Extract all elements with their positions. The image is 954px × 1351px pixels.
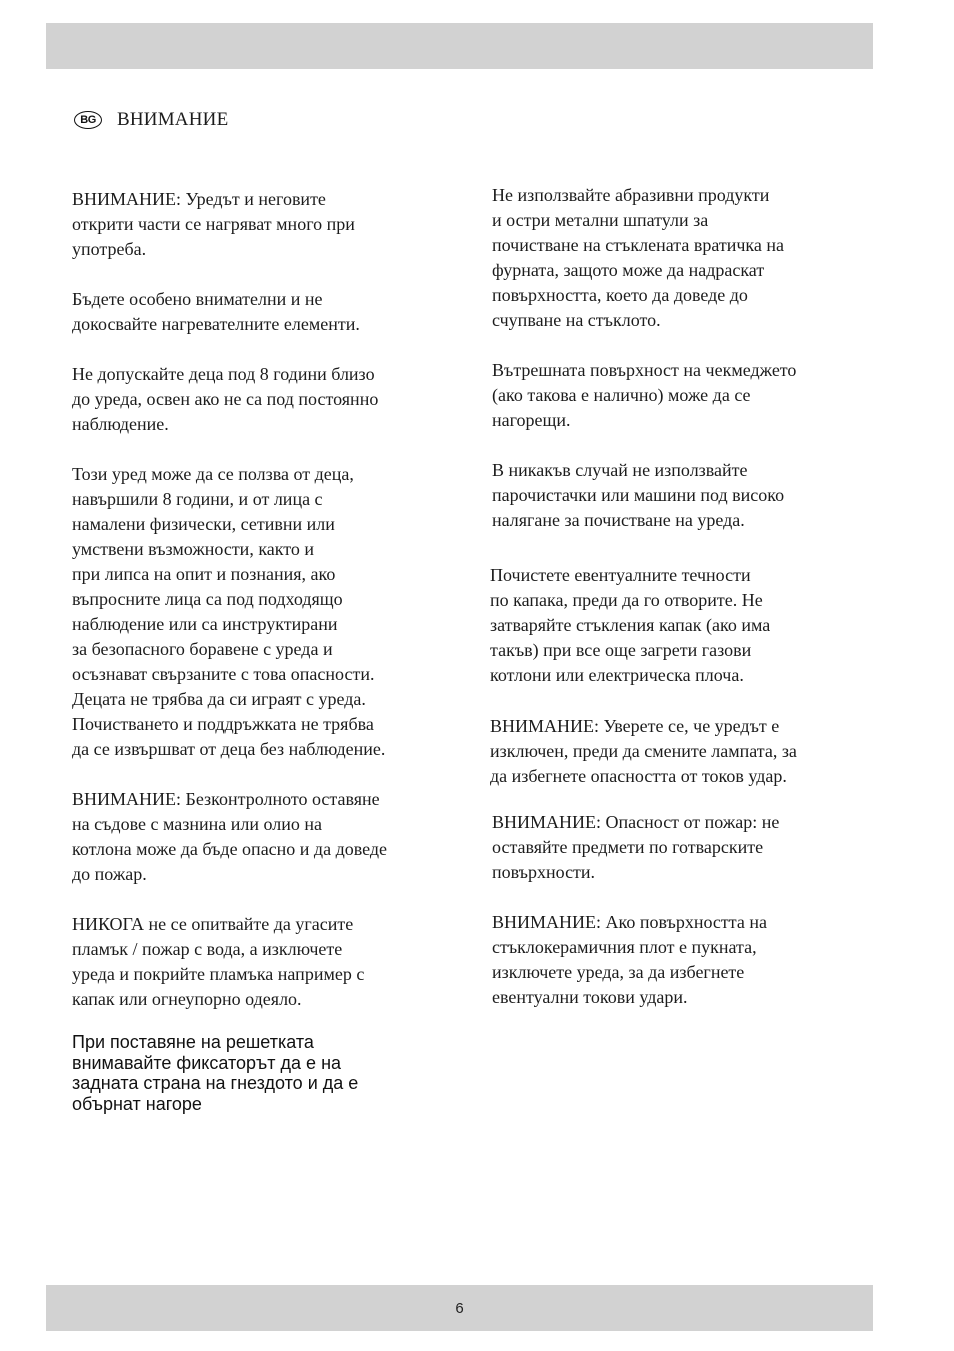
warning-never-water-fire: НИКОГА не се опитвайте да угасите пламък / пожар с вода, а изключете уреда и покрийте пламъка например с капак или огнеупорно одеяло.: [72, 914, 365, 1009]
rack-placement-note: При поставяне на решетката внимавайте фиксаторът да е на задната страна на гнездото и да е обърнат нагоре: [72, 1032, 359, 1114]
warning-drawer-surface: Вътрешната повърхност на чекмеджето (ако такова е налично) може да се нагорещи.: [492, 360, 797, 430]
warning-glass-lid: Почистете евентуалните течности по капака, преди да го отворите. Не затваряйте стъкления капак (ако има такъв) при все още загрети газови котлони или електрическа плоча.: [490, 565, 771, 685]
language-badge: BG: [74, 111, 102, 129]
page-number: 6: [455, 1300, 464, 1317]
warning-hot-parts: ВНИМАНИЕ: Уредът и неговите открити части се нагряват много при употреба.: [72, 189, 355, 259]
warning-lamp-replacement: ВНИМАНИЕ: Уверете се, че уредът е изключен, преди да смените лампата, за да избегнете опасността от токов удар.: [490, 716, 797, 786]
top-header-band: [46, 23, 873, 69]
warning-steam-cleaners: В никакъв случай не използвайте парочистачки или машини под високо налягане за почистване на уреда.: [492, 460, 785, 530]
section-title: ВНИМАНИЕ: [117, 109, 229, 130]
bottom-footer-band: [46, 1285, 873, 1331]
warning-fire-hazard: ВНИМАНИЕ: Опасност от пожар: не оставяйте предмети по готварските повърхности.: [492, 812, 780, 882]
warning-abrasive-products: Не използвайте абразивни продукти и остри метални шпатули за почистване на стъклената вратичка на фурната, защото може да надраскат повърхността, което да доведе до счупване на стъклото.: [492, 185, 784, 330]
section-header: [74, 108, 228, 132]
warning-heating-elements: Бъдете особено внимателни и не докосвайте нагревателните елементи.: [72, 289, 360, 334]
warning-cracked-ceramic: ВНИМАНИЕ: Ако повърхността на стъклокерамичния плот е пукната, изключете уреда, за да избегнете евентуални токови удари.: [492, 912, 767, 1007]
warning-unattended-fat: ВНИМАНИЕ: Безконтролното оставяне на съдове с мазнина или олио на котлона може да бъде опасно и да доведе до пожар.: [72, 789, 388, 884]
warning-children-under-8: Не допускайте деца под 8 години близо до уреда, освен ако не са под постоянно наблюдение.: [72, 364, 379, 434]
warning-use-by-children: Този уред може да се ползва от деца, навършили 8 години, и от лица с намалени физически, сетивни или умствени възможности, както и при липса на опит и познания, ако въпросните лица са под подходящо наблюдение или са инструктирани за безопасного боравене с уреда и осъзнават свързаните с това опасности. Децата не трябва да си играят с уреда. Почистването и поддръжката не трябва да се извършват от деца без наблюдение.: [72, 464, 386, 759]
